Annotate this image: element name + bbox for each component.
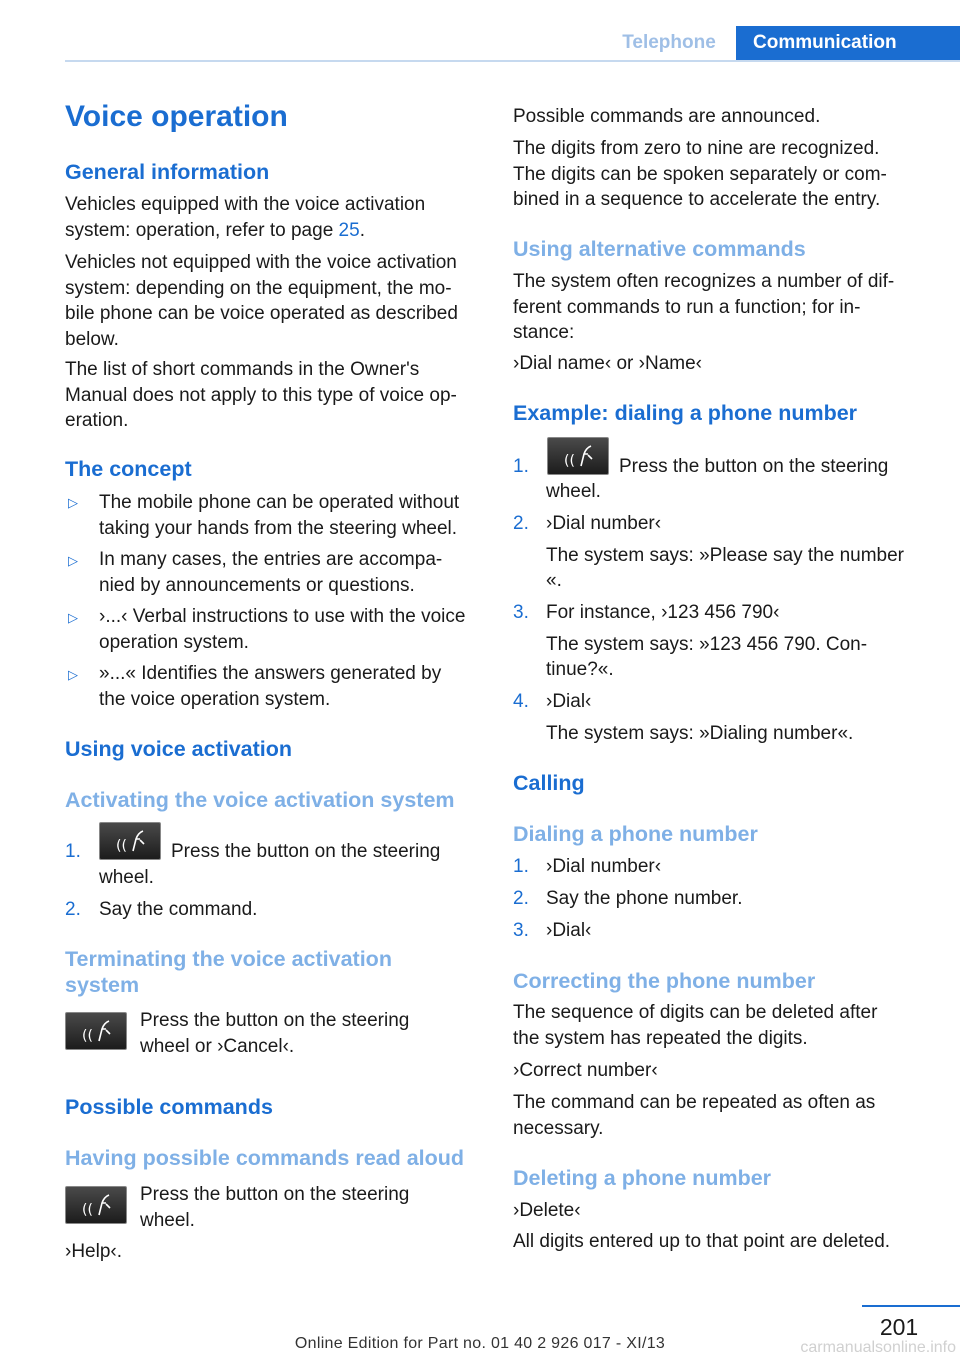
page-title: Voice operation bbox=[65, 100, 288, 133]
voice-button-icon bbox=[65, 1186, 127, 1224]
step-number: 1. bbox=[513, 856, 529, 877]
step-number: 1. bbox=[65, 841, 81, 862]
watermark: carmanualsonline.info bbox=[800, 1339, 956, 1356]
step-number: 1. bbox=[513, 456, 529, 477]
footer-edition: Online Edition for Part no. 01 40 2 926 017 - XI/13 bbox=[294, 1335, 666, 1352]
announced-text: Possible commands are announced. bbox=[513, 106, 821, 127]
triangle-bullet-icon: ▷ bbox=[68, 667, 78, 682]
step-number: 2. bbox=[65, 899, 81, 920]
activating-step-1-text-2: wheel. bbox=[99, 867, 154, 888]
voice-button-icon bbox=[65, 1012, 127, 1050]
concept-bullet-4: »...« Identifies the answers generated by the voice operation system. bbox=[99, 663, 442, 710]
activating-step-1-text: Press the button on the steering bbox=[171, 841, 441, 862]
tab-telephone[interactable]: Telephone bbox=[622, 32, 716, 53]
page-number: 201 bbox=[879, 1314, 919, 1340]
digits-paragraph: The digits from zero to nine are recognized. The digits can be spoken separately or com‐ bined in a sequence to accelerate the entry. bbox=[513, 138, 887, 210]
concept-bullet-1: The mobile phone can be operated without taking your hands from the steering wheel. bbox=[99, 492, 460, 539]
alt-example: ›Dial name‹ or ›Name‹ bbox=[513, 353, 702, 374]
correct-command: ›Correct number‹ bbox=[513, 1060, 658, 1081]
svg-text:((: (( bbox=[82, 1028, 93, 1044]
example-step-4: ›Dial‹ The system says: »Dialing number«. bbox=[546, 691, 854, 744]
dialing-step-3: ›Dial‹ bbox=[546, 920, 592, 941]
header-rule bbox=[65, 60, 960, 62]
page-header bbox=[0, 0, 960, 64]
heading-dialing: Dialing a phone number bbox=[513, 822, 758, 846]
page-number-rule bbox=[862, 1305, 960, 1307]
svg-text:((: (( bbox=[564, 453, 575, 469]
page-link-25[interactable]: 25 bbox=[338, 219, 360, 241]
delete-paragraph: All digits entered up to that point are deleted. bbox=[513, 1231, 891, 1252]
heading-general-information: General information bbox=[65, 160, 270, 184]
heading-terminating: Terminating the voice activation system bbox=[65, 947, 392, 997]
delete-command: ›Delete‹ bbox=[513, 1200, 581, 1221]
voice-button-icon bbox=[99, 822, 161, 860]
heading-calling: Calling bbox=[513, 771, 585, 795]
heading-correcting: Correcting the phone number bbox=[513, 969, 816, 993]
step-number: 3. bbox=[513, 920, 529, 941]
correcting-paragraph: The sequence of digits can be deleted after the system has repeated the digits. bbox=[513, 1002, 878, 1049]
svg-text:((: (( bbox=[116, 838, 127, 854]
general-paragraph-3: The list of short commands in the Owner's Manual does not apply to this type of voice op‐ eration. bbox=[65, 359, 457, 431]
example-step-3: For instance, ›123 456 790‹ The system says: »123 456 790. Con‐ tinue?«. bbox=[546, 602, 868, 680]
general-paragraph-1: Vehicles equipped with the voice activation system: operation, refer to page 25. bbox=[65, 194, 426, 241]
svg-text:((: (( bbox=[82, 1202, 93, 1218]
heading-possible-commands: Possible commands bbox=[65, 1095, 273, 1119]
heading-activating: Activating the voice activation system bbox=[65, 788, 455, 812]
correct-paragraph-2: The command can be repeated as often as necessary. bbox=[513, 1092, 876, 1139]
triangle-bullet-icon: ▷ bbox=[68, 610, 78, 625]
heading-example: Example: dialing a phone number bbox=[513, 401, 858, 425]
triangle-bullet-icon: ▷ bbox=[68, 495, 78, 510]
heading-deleting: Deleting a phone number bbox=[513, 1166, 772, 1190]
example-step-1-text: Press the button on the steering bbox=[619, 456, 889, 477]
dialing-step-1: ›Dial number‹ bbox=[546, 856, 662, 877]
heading-using-voice-activation: Using voice activation bbox=[65, 737, 293, 761]
voice-button-icon bbox=[547, 437, 609, 475]
heading-the-concept: The concept bbox=[65, 457, 192, 481]
terminating-text: Press the button on the steering wheel or ›Cancel‹. bbox=[140, 1010, 410, 1057]
heading-read-aloud: Having possible commands read aloud bbox=[65, 1146, 465, 1170]
step-number: 2. bbox=[513, 513, 529, 534]
example-step-1-text-2: wheel. bbox=[546, 481, 601, 502]
activating-step-2-text: Say the command. bbox=[99, 899, 258, 920]
dialing-step-2: Say the phone number. bbox=[546, 888, 743, 909]
step-number: 3. bbox=[513, 602, 529, 623]
concept-bullet-2: In many cases, the entries are accompa‐ nied by announcements or questions. bbox=[99, 549, 443, 596]
general-paragraph-2: Vehicles not equipped with the voice activation system: depending on the equipment, the mo‐ bile phone can be voice operated as described below. bbox=[65, 252, 458, 350]
concept-bullet-3: ›...‹ Verbal instructions to use with the voice operation system. bbox=[99, 606, 466, 653]
readaloud-text: Press the button on the steering wheel. bbox=[140, 1184, 410, 1231]
step-number: 2. bbox=[513, 888, 529, 909]
example-step-2: ›Dial number‹ The system says: »Please say the number «. bbox=[546, 513, 904, 591]
step-number: 4. bbox=[513, 691, 529, 712]
heading-alternative-commands: Using alternative commands bbox=[513, 237, 806, 261]
help-command: ›Help‹. bbox=[65, 1241, 123, 1262]
tab-communication[interactable]: Communication bbox=[736, 26, 960, 62]
triangle-bullet-icon: ▷ bbox=[68, 553, 78, 568]
alt-paragraph: The system often recognizes a number of dif‐ ferent commands to run a function; for in‐ stance: bbox=[513, 271, 895, 343]
